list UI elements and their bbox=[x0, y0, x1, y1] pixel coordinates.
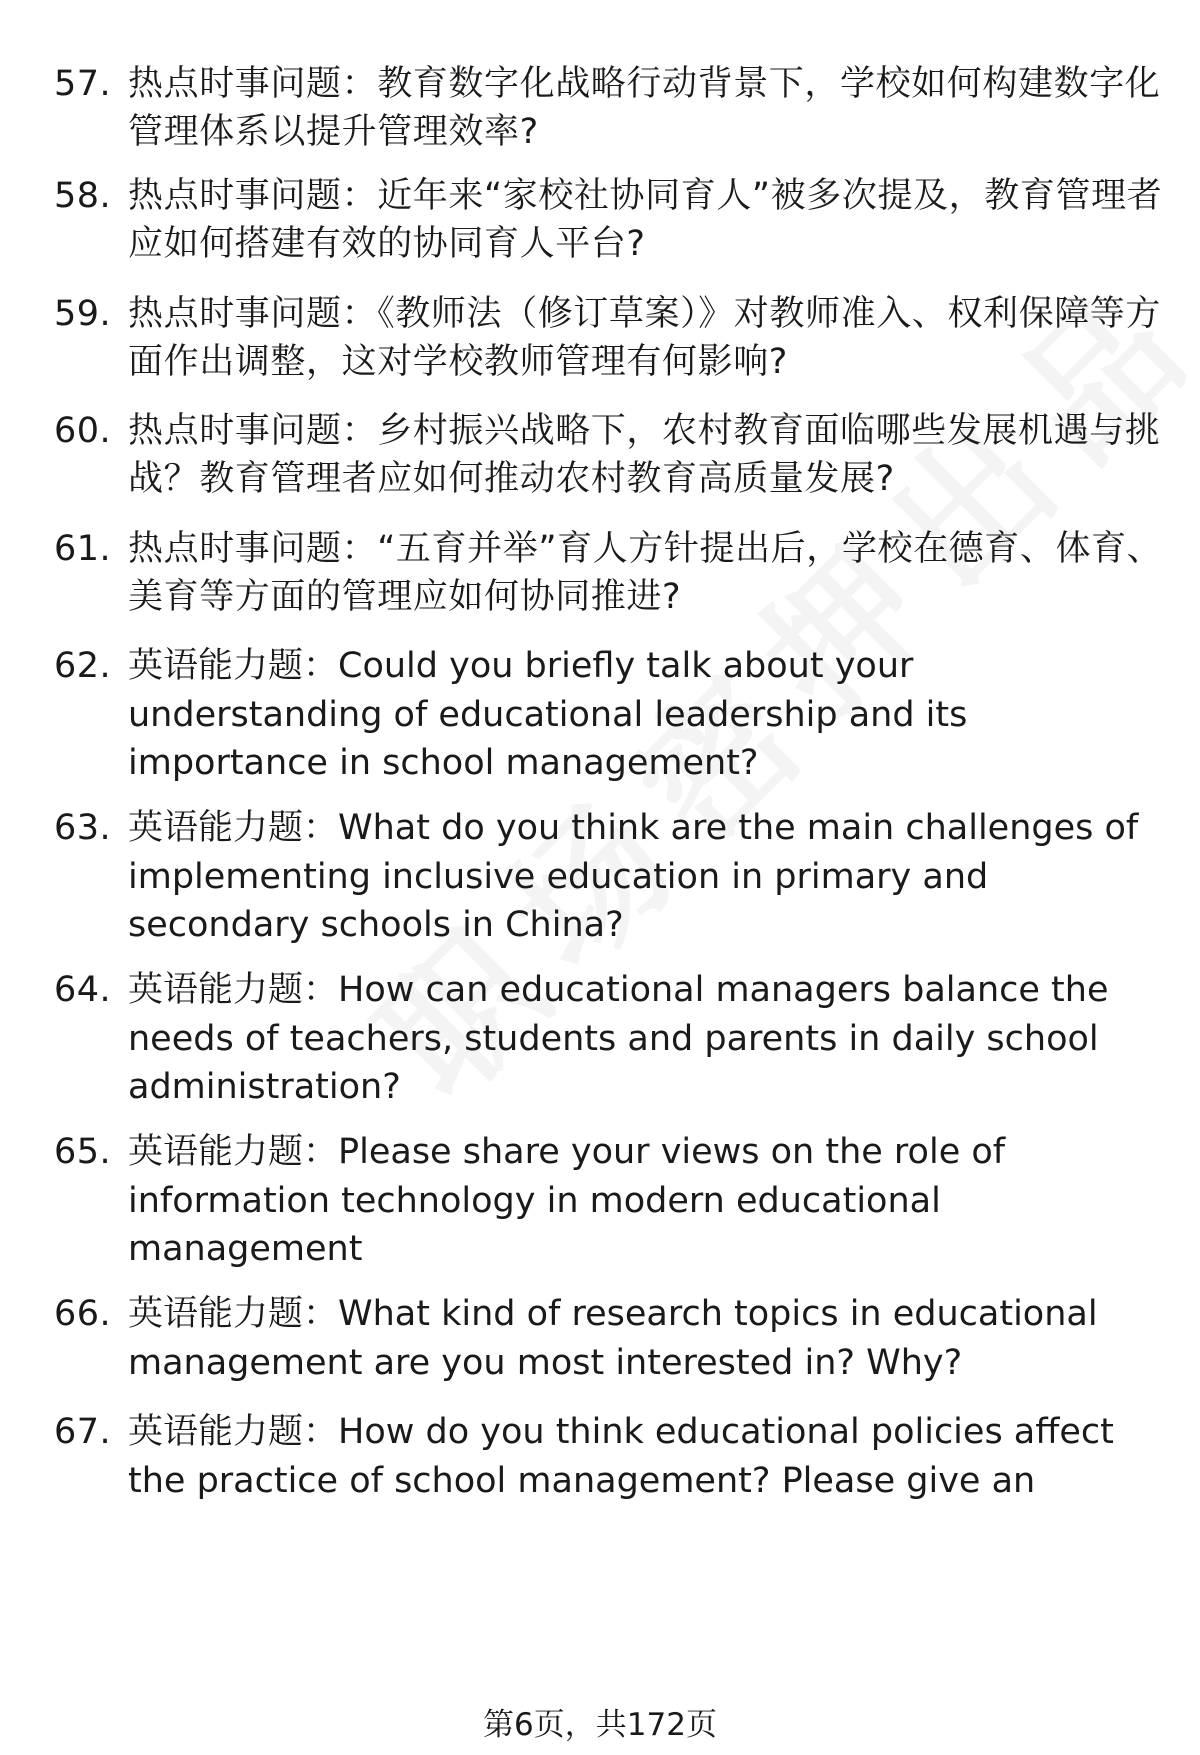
question-category: 英语能力题： bbox=[128, 1294, 339, 1334]
question-text: 教育数字化战略行动背景下，学校如何构建数字化管理体系以提升管理效率? bbox=[128, 64, 1161, 152]
question-number: 59. bbox=[54, 294, 112, 334]
question-body bbox=[128, 172, 1168, 268]
question-number: 61. bbox=[54, 529, 112, 569]
question-category: 英语能力题： bbox=[128, 808, 339, 848]
question-number: 62. bbox=[54, 646, 112, 686]
question-number: 67. bbox=[54, 1412, 112, 1452]
question-body bbox=[128, 60, 1168, 156]
question-number: 58. bbox=[54, 176, 112, 216]
question-body bbox=[128, 525, 1168, 621]
question-text: What kind of research topics in educational management are you most interested in? Why? bbox=[128, 1294, 1098, 1383]
question-category: 英语能力题： bbox=[128, 1412, 339, 1452]
question-category: 热点时事问题： bbox=[128, 411, 378, 451]
question-text: 乡村振兴战略下，农村教育面临哪些发展机遇与挑战？教育管理者应如何推动农村教育高质量发展? bbox=[128, 411, 1161, 499]
question-category: 热点时事问题： bbox=[128, 294, 378, 334]
question-number: 65. bbox=[54, 1132, 112, 1172]
question-text: “五育并举”育人方针提出后，学校在德育、体育、美育等方面的管理应如何协同推进? bbox=[128, 529, 1163, 617]
question-number: 57. bbox=[54, 64, 112, 104]
question-text: How can educational managers balance the needs of teachers, students and parents in daily school administration? bbox=[128, 970, 1109, 1107]
question-body bbox=[128, 407, 1168, 503]
question-body bbox=[128, 642, 1168, 788]
question-text: What do you think are the main challenges of implementing inclusive education in primary and secondary schools in China? bbox=[128, 808, 1139, 945]
question-text: 近年来“家校社协同育人”被多次提及，教育管理者应如何搭建有效的协同育人平台? bbox=[128, 176, 1163, 264]
question-body bbox=[128, 804, 1168, 950]
question-category: 英语能力题： bbox=[128, 646, 339, 686]
question-body bbox=[128, 1408, 1168, 1505]
page-footer: 第6页，共172页 bbox=[483, 1707, 717, 1743]
question-number: 66. bbox=[54, 1294, 112, 1334]
question-body bbox=[128, 1128, 1168, 1274]
question-category: 热点时事问题： bbox=[128, 64, 378, 104]
question-text: Please share your views on the role of information technology in modern educational management bbox=[128, 1132, 1006, 1269]
question-category: 英语能力题： bbox=[128, 970, 339, 1010]
question-text: How do you think educational policies affect the practice of school management? Please give an bbox=[128, 1412, 1114, 1501]
question-number: 60. bbox=[54, 411, 112, 451]
question-category: 热点时事问题： bbox=[128, 529, 378, 569]
question-body bbox=[128, 1290, 1168, 1387]
question-number: 64. bbox=[54, 970, 112, 1010]
question-text: Could you briefly talk about your understanding of educational leadership and its importance in school management? bbox=[128, 646, 968, 783]
question-body bbox=[128, 966, 1168, 1112]
question-body bbox=[128, 290, 1168, 386]
question-number: 63. bbox=[54, 808, 112, 848]
question-text: 《教师法（修订草案）》对教师准入、权利保障等方面作出调整，这对学校教师管理有何影响? bbox=[128, 294, 1162, 382]
question-category: 英语能力题： bbox=[128, 1132, 339, 1172]
question-category: 热点时事问题： bbox=[128, 176, 378, 216]
